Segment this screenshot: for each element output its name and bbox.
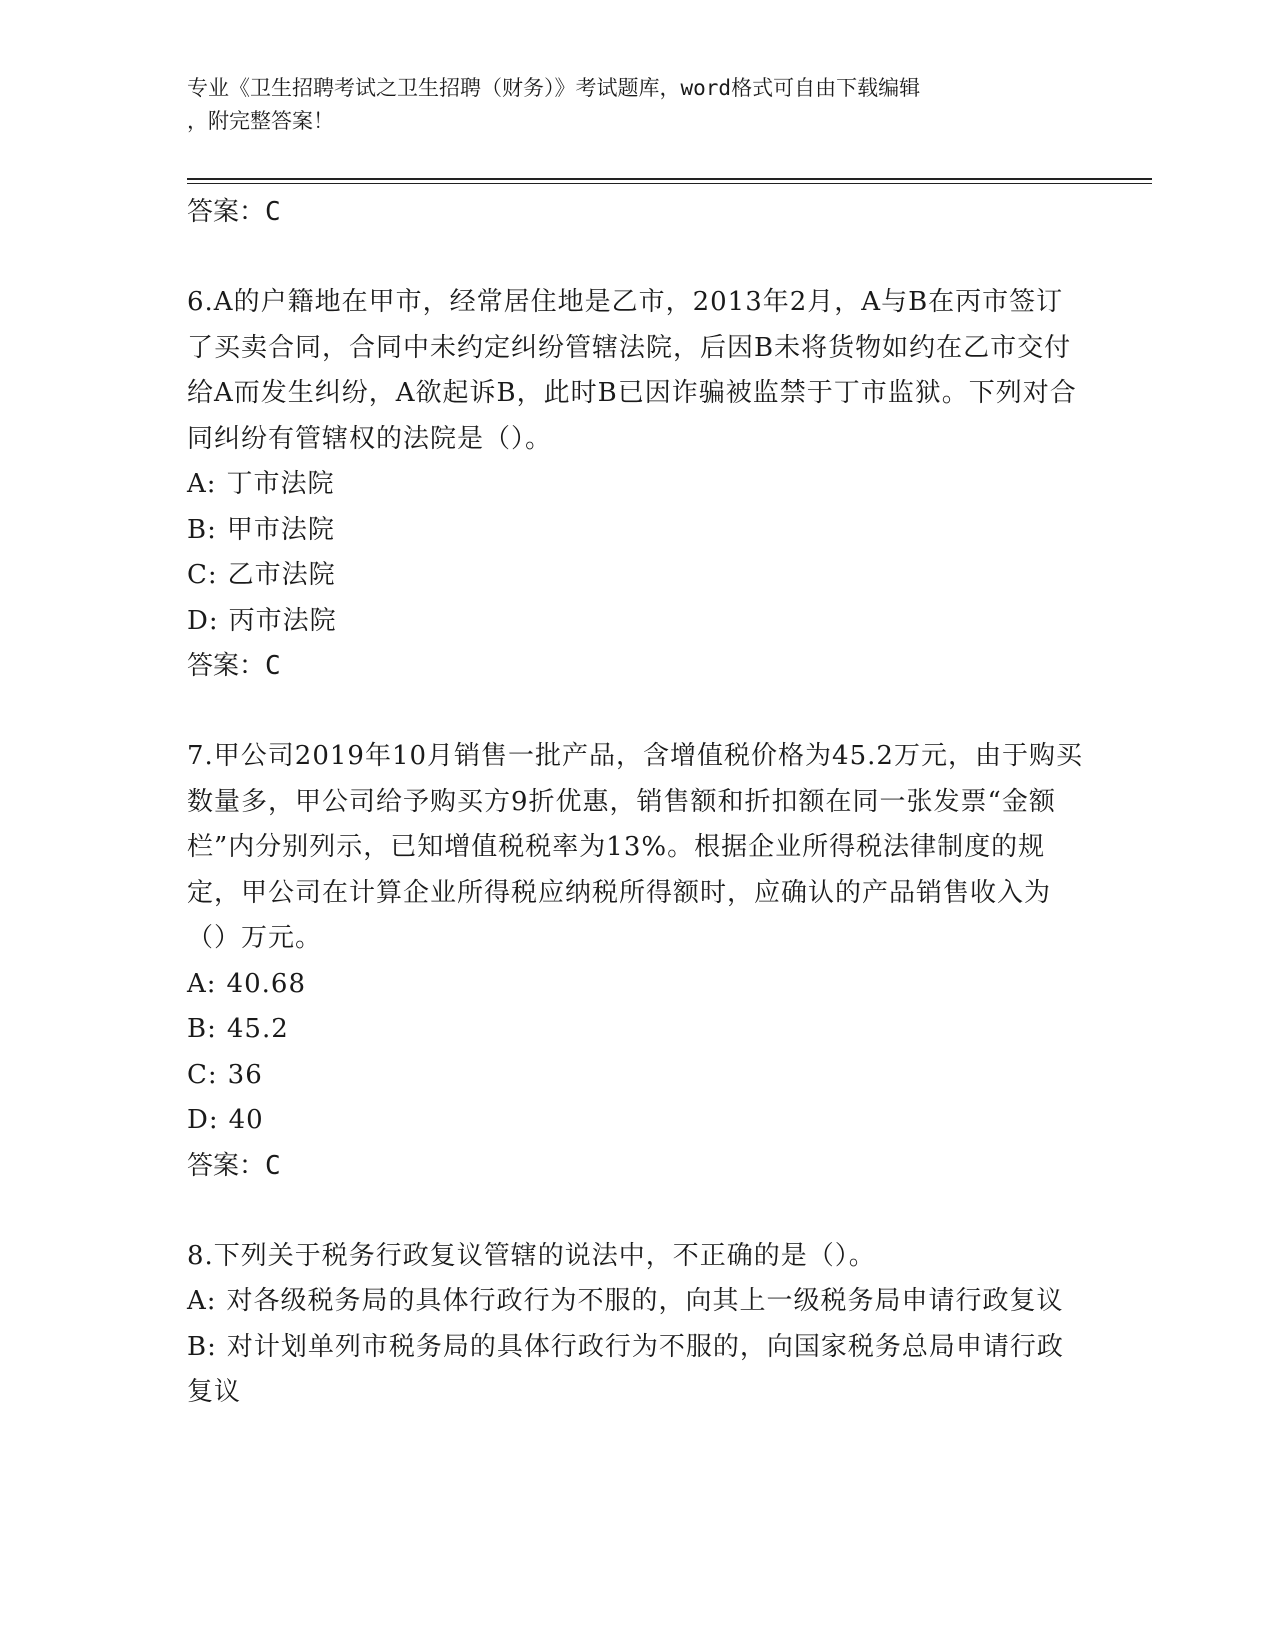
option-b	[187, 1007, 1087, 1053]
option-b	[187, 508, 1087, 554]
option-text: 40	[228, 1105, 264, 1135]
option-text: 丙市法院	[228, 605, 337, 636]
answer-line: 答案：C	[187, 651, 281, 681]
option-text: 45.2	[226, 1014, 289, 1044]
option-a	[187, 462, 1087, 508]
option-c	[187, 1053, 1087, 1099]
page-header	[187, 72, 1067, 138]
option-key: B:	[187, 1014, 217, 1044]
document-body	[187, 190, 1087, 1416]
option-text: 对各级税务局的具体行政行为不服的，向其上一级税务局申请行政复议	[226, 1286, 1064, 1316]
option-d	[187, 1098, 1087, 1144]
option-key: C:	[187, 1059, 218, 1090]
header-rule-thick	[187, 178, 1152, 180]
question-block-6	[187, 280, 1087, 688]
option-d	[187, 599, 1087, 645]
option-text: 40.68	[226, 968, 306, 999]
header-line-2: ，附完整答案！	[187, 109, 334, 133]
option-a	[187, 1279, 1087, 1325]
option-text: 丁市法院	[226, 469, 335, 499]
option-key: A:	[187, 469, 217, 499]
option-key: A:	[187, 1286, 217, 1316]
option-key: C:	[187, 560, 218, 590]
option-text: 乙市法院	[227, 560, 336, 590]
option-key: B:	[187, 514, 217, 545]
header-line-1: 专业《卫生招聘考试之卫生招聘（财务）》考试题库，word格式可自由下载编辑	[187, 76, 921, 100]
option-text: 甲市法院	[226, 514, 335, 545]
question-block-8	[187, 1234, 1087, 1416]
option-b	[187, 1325, 1087, 1416]
question-text: 8.下列关于税务行政复议管辖的说法中，不正确的是（）。	[187, 1240, 876, 1271]
option-c	[187, 553, 1087, 599]
option-a	[187, 962, 1087, 1008]
option-key: D:	[187, 1105, 219, 1135]
header-rule-thin	[187, 183, 1152, 184]
option-text: 对计划单列市税务局的具体行政行为不服的，向国家税务总局申请行政复议	[187, 1331, 1064, 1407]
option-key: B:	[187, 1331, 217, 1362]
question-text: 7.甲公司2019年10月销售一批产品，含增值税价格为45.2万元，由于购买数量多，甲公司给予购买方9折优惠，销售额和折扣额在同一张发票“金额栏”内分别列示，已知增值税税率为13%。根据企业所得税法律制度的规定，甲公司在计算企业所得税应纳税所得额时，应确认的产品销售收入为（）万元。	[187, 741, 1083, 953]
question-text: 6.A的户籍地在甲市，经常居住地是乙市，2013年2月，A与B在丙市签订了买卖合同，合同中未约定纠纷管辖法院，后因B未将货物如约在乙市交付给A而发生纠纷，A欲起诉B，此时B已因诈骗被监禁于丁市监狱。下列对合同纠纷有管辖权的法院是（）。	[187, 287, 1077, 454]
answer-line: 答案：C	[187, 197, 281, 227]
answer-line: 答案：C	[187, 1150, 281, 1181]
option-key: D:	[187, 605, 219, 636]
question-block-7	[187, 734, 1087, 1188]
option-text: 36	[227, 1059, 263, 1090]
option-key: A:	[187, 968, 217, 999]
